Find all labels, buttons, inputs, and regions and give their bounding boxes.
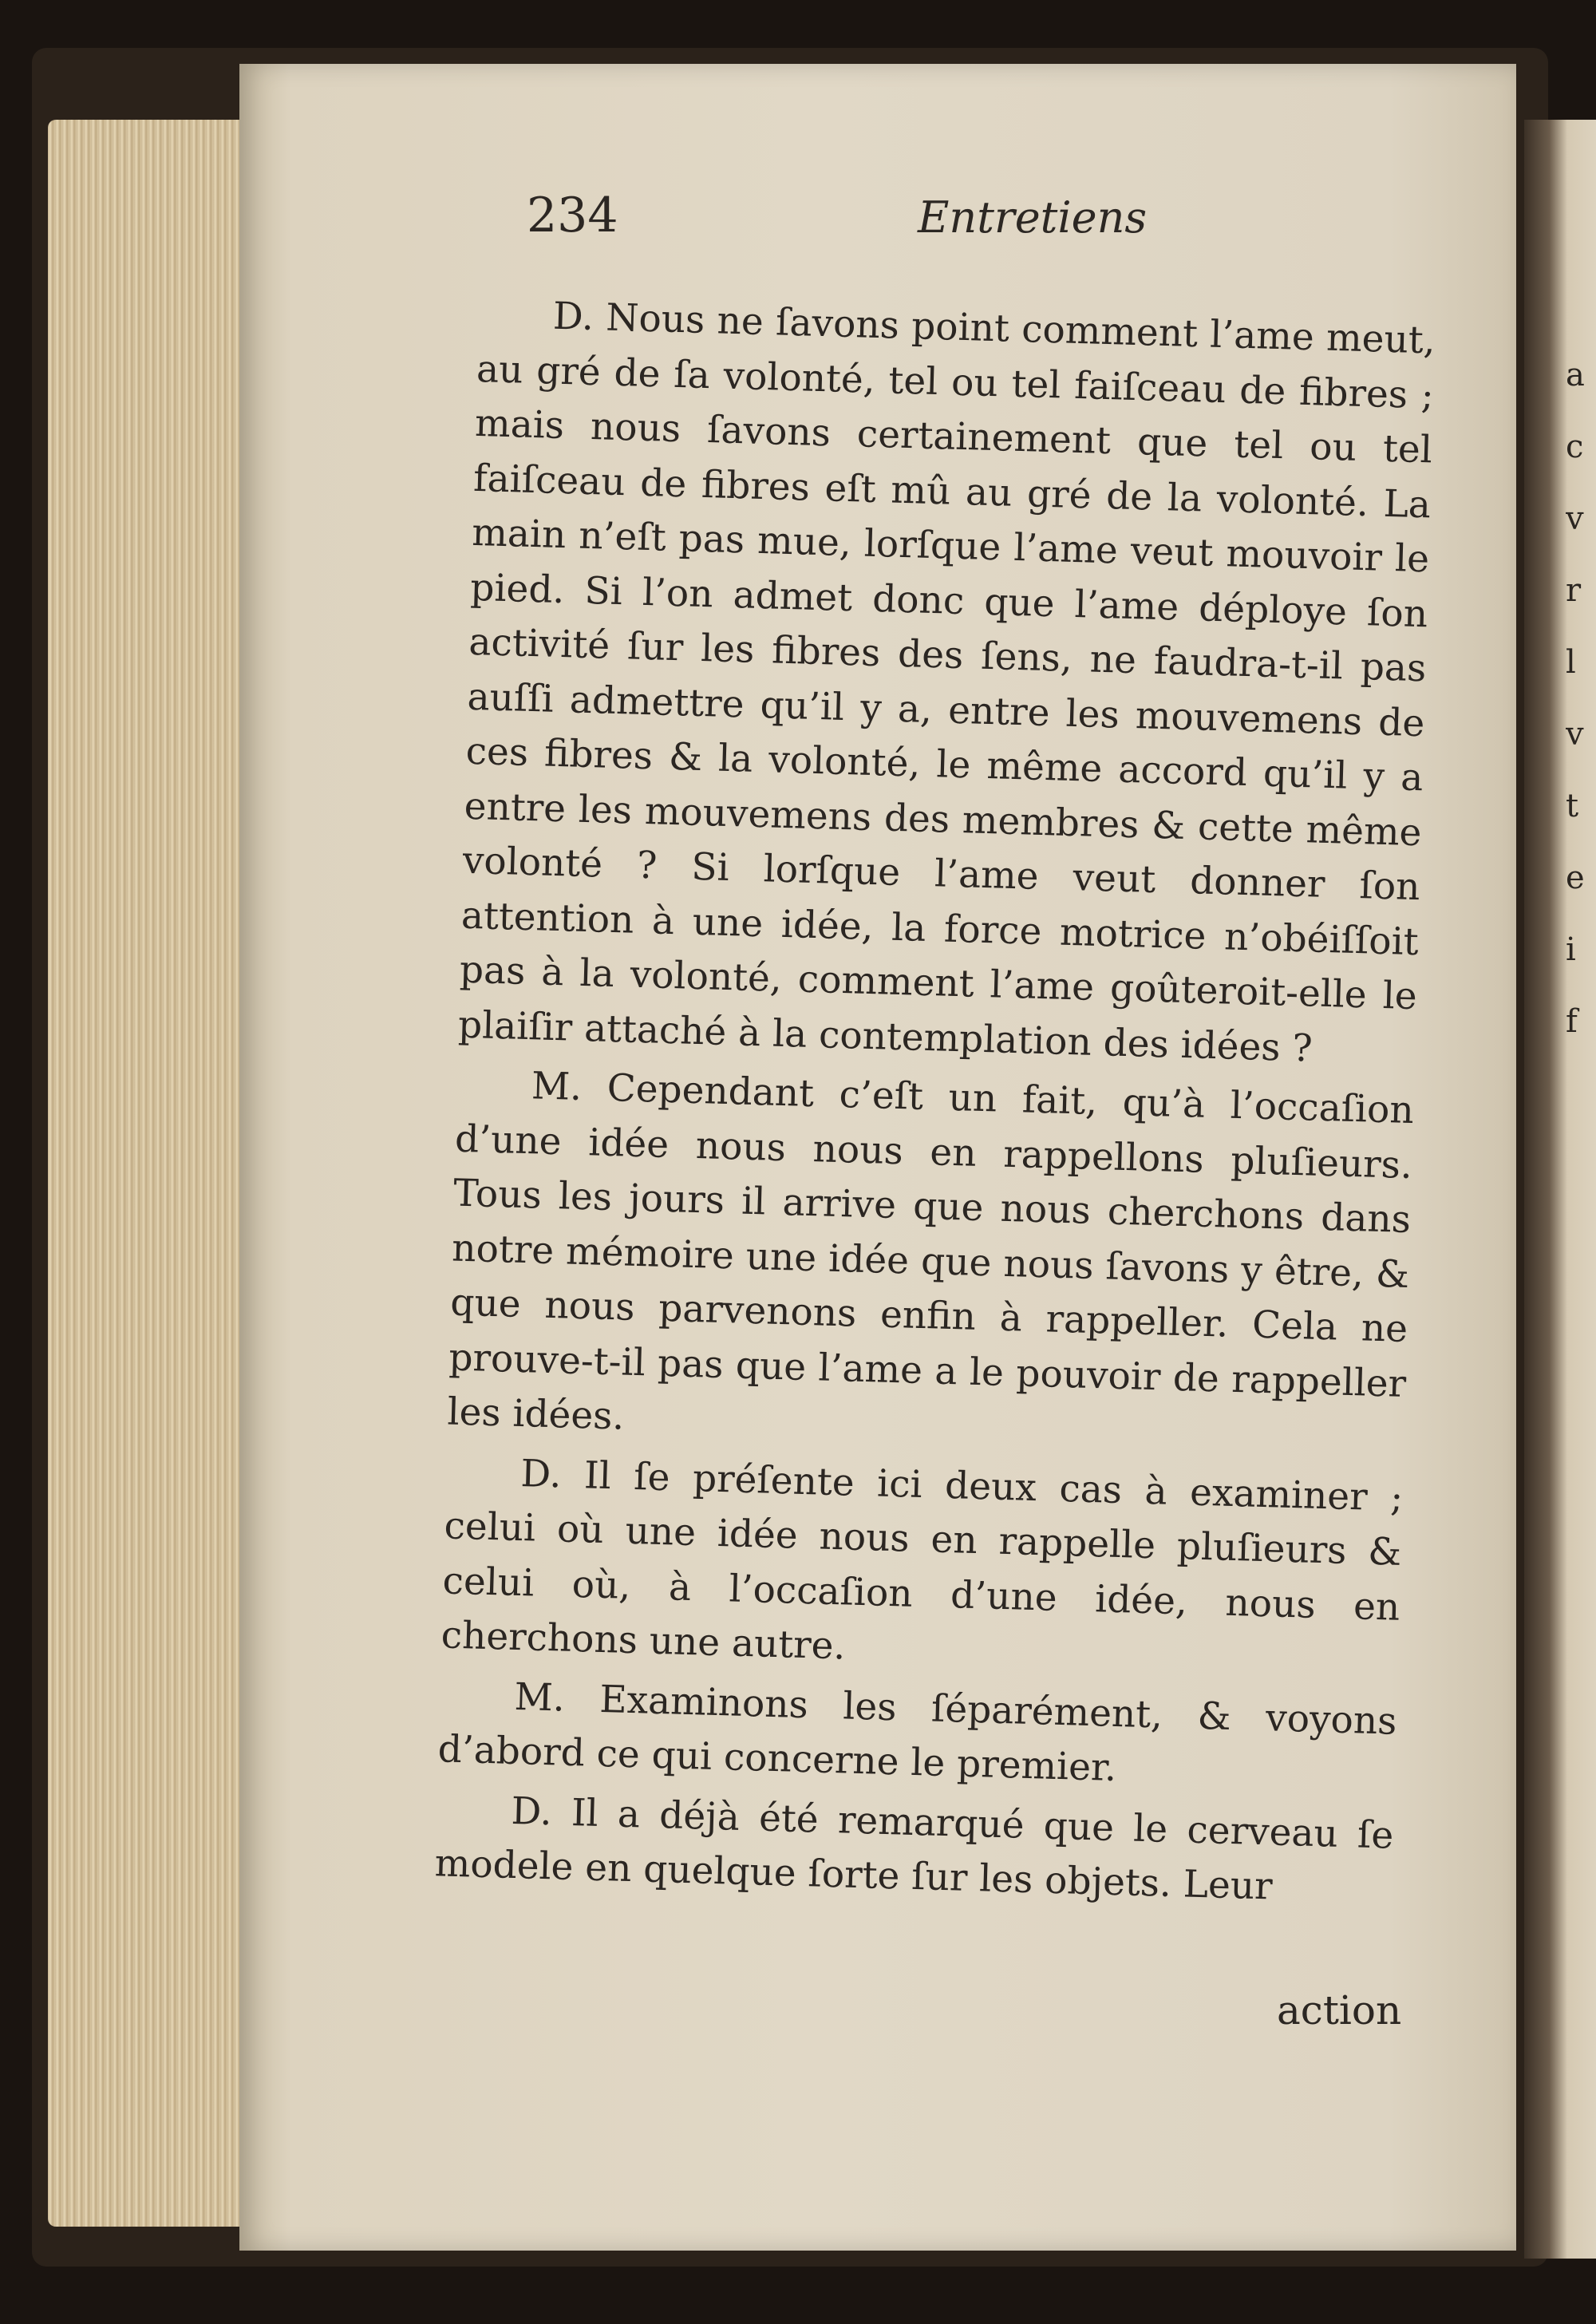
adjacent-page-letters <box>1566 343 1596 1061</box>
paragraph: D. Il a déjà été remarqué que le cerveau ſe modele en quelque ſorte ſur les objets. Leur <box>434 1788 1395 1909</box>
edge-letter: c <box>1566 429 1584 465</box>
edge-letter: t <box>1566 788 1579 824</box>
page-header <box>527 188 1436 251</box>
paragraph: D. Il ſe préſente ici deux cas à examiner ; celui où une idée nous en rappelle pluſieurs & celui où, à l’occaſion d’une idée, nous en cherchons une autre. <box>440 1451 1404 1669</box>
edge-letter: v <box>1566 716 1584 753</box>
running-head: Entretiens <box>918 192 1148 243</box>
paragraph: M. Cependant c’eſt un fait, qu’à l’occaſion d’une idée nous nous en rappellons pluſieurs. Tous les jours il arrive que nous cherchons dans notre mémoire une idée que nous ſavons y être, & que nous parvenons enfin à rappeller. Cela ne prouve-t-il pas que l’ame a le pouvoir de rappeller les idées. <box>446 1064 1415 1439</box>
edge-letter: a <box>1566 357 1585 393</box>
paragraph: D. Nous ne ſavons point comment l’ame meut, au gré de ſa volonté, tel ou tel faiſceau de fibres ; mais nous ſavons certainement que tel ou tel faiſceau de fibres eſt mû au gré de la volonté. La main n’eſt pas mue, lorſque l’ame veut mouvoir le pied. Si l’on admet donc que l’ame déploye ſon activité ſur les fibres des ſens, ne faudra-t-il pas auſſi admettre qu’il y a, entre les mouvemens de ces fibres & la volonté, le même accord qu’il y a entre les mouvemens des membres & cette même volonté ? Si lorſque l’ame veut donner ſon attention à une idée, la force motrice n’obéiſſoit pas à la volonté, comment l’ame goûteroit-elle le plaiſir attaché à la contemplation des idées ? <box>457 294 1436 1071</box>
edge-letter: l <box>1566 644 1576 681</box>
edge-letter: v <box>1566 500 1584 537</box>
edge-letter: r <box>1566 572 1582 609</box>
paragraph: M. Examinons les ſéparément, & voyons d’abord ce qui concerne le premier. <box>437 1674 1398 1791</box>
page-number: 234 <box>527 188 618 243</box>
edge-letter: e <box>1566 860 1585 896</box>
catchword: action <box>1277 1987 1402 2034</box>
edge-letter: f <box>1566 1003 1578 1040</box>
body-text <box>429 287 1436 2109</box>
edge-letter: i <box>1566 931 1576 968</box>
